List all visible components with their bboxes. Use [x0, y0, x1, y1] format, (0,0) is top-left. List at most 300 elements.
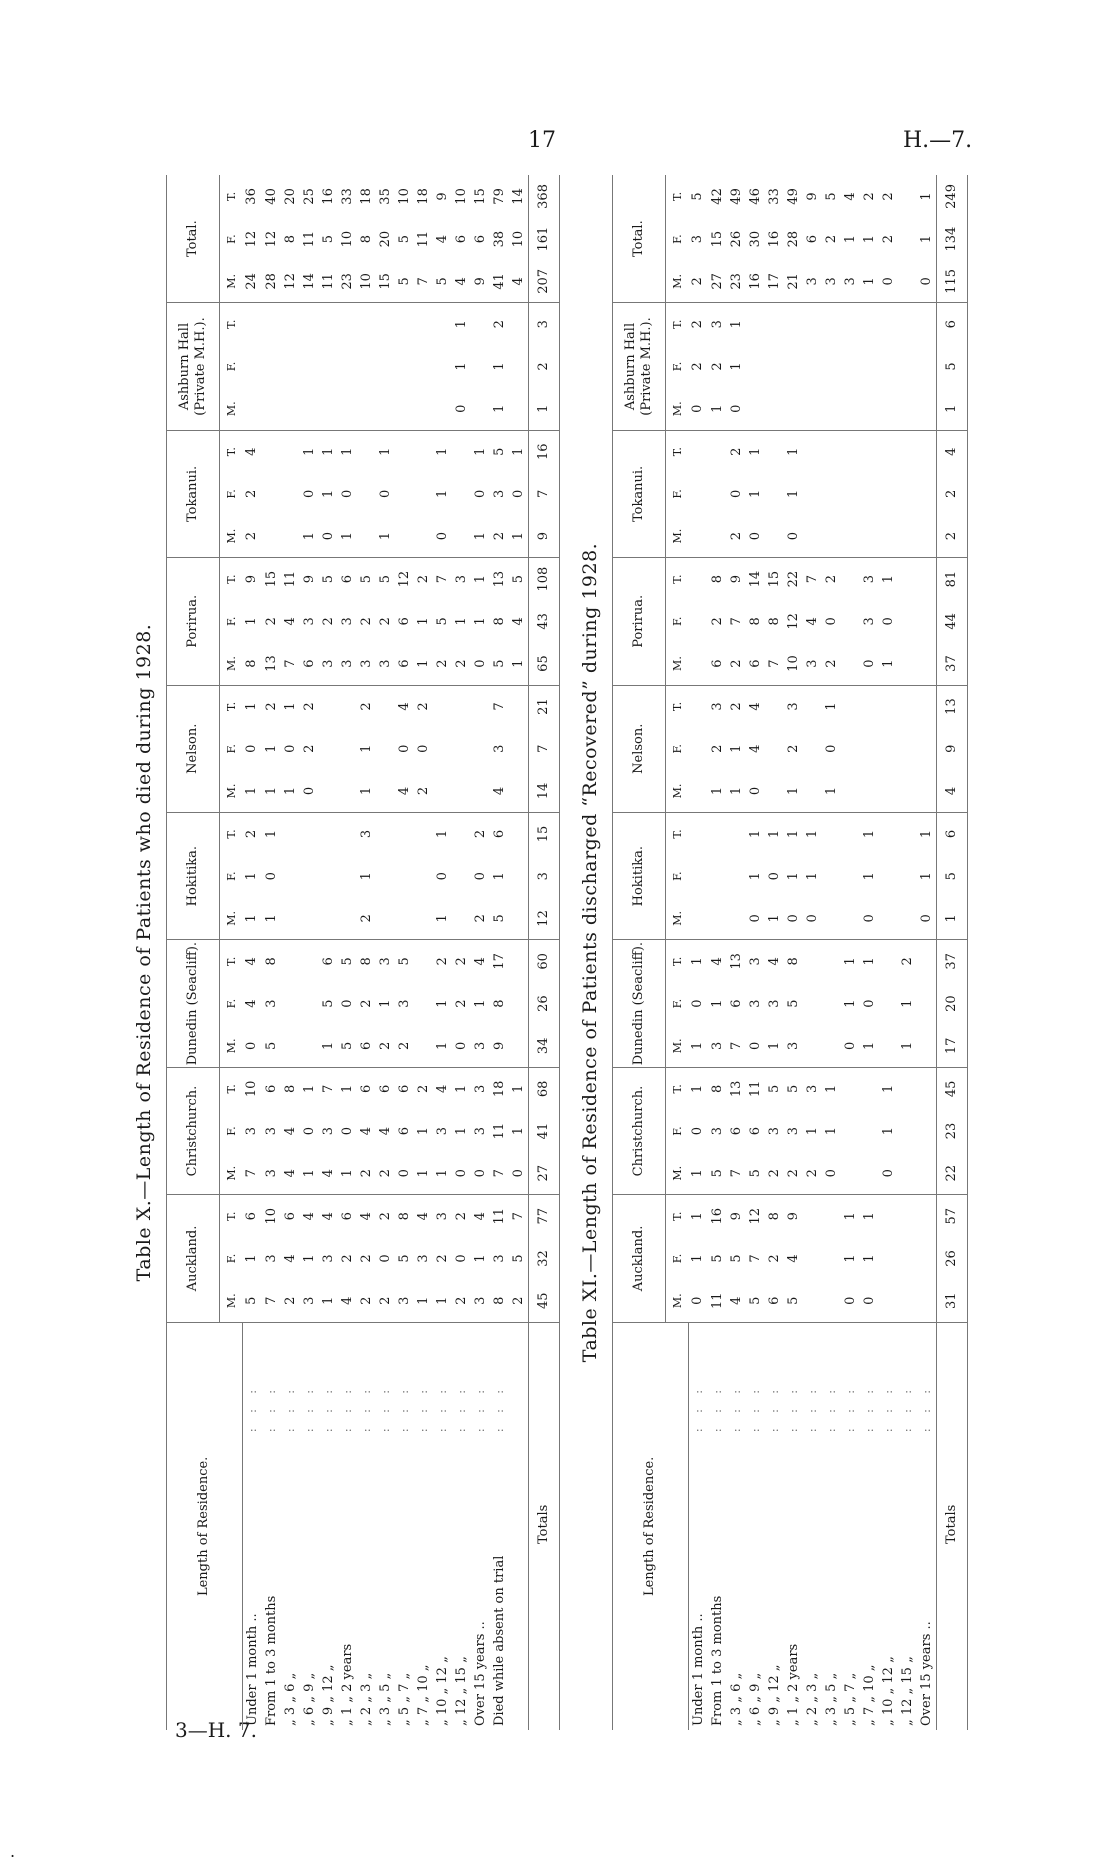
- row-label: „ 5 „ 7 „: [842, 1672, 858, 1726]
- table-row: [414, 175, 433, 1730]
- table-cell: 10: [784, 643, 803, 685]
- table-cell: [433, 388, 452, 430]
- table-cell: [338, 303, 357, 345]
- table-cell: 4: [282, 1126, 298, 1136]
- table-cell: [281, 855, 300, 897]
- table-cell: 0: [746, 770, 765, 812]
- table-cell: [860, 345, 879, 387]
- table-cell: 2: [377, 1212, 393, 1221]
- total-cell: 32: [528, 1237, 559, 1279]
- table-cell: 23: [727, 260, 746, 302]
- table-cell: 1: [861, 957, 877, 966]
- table-cell: [822, 855, 841, 897]
- table-cell: [376, 897, 395, 939]
- table-cell: 0: [395, 1152, 414, 1194]
- table-cell: 1: [861, 1254, 877, 1263]
- table-cell: 1: [785, 829, 801, 839]
- leader-dots: [509, 1322, 529, 1493]
- table-cell: 1: [804, 1126, 820, 1136]
- table-cell: [879, 345, 898, 387]
- table-cell: [803, 1237, 822, 1279]
- table-cell: 1: [433, 1152, 452, 1194]
- total-cell: 161: [528, 218, 559, 260]
- table-cell: 2: [263, 702, 279, 711]
- table-cell: 1: [453, 1084, 469, 1093]
- table-cell: [841, 685, 860, 728]
- table-cell: 2: [766, 1254, 782, 1263]
- table-row: [708, 175, 727, 1730]
- table-cell: 8: [396, 1212, 412, 1221]
- table-cell: 6: [396, 617, 412, 626]
- subcolumn-header: T.: [224, 956, 238, 966]
- subcolumn-header: F.: [670, 489, 684, 499]
- row-label: Over 15 years ..: [918, 1621, 934, 1726]
- table-cell: 0: [746, 897, 765, 939]
- table-cell: 5: [709, 1254, 725, 1263]
- table-cell: 49: [728, 188, 744, 205]
- table-cell: [860, 770, 879, 812]
- table-cell: 8: [709, 574, 725, 584]
- table-cell: 1: [688, 1152, 708, 1194]
- table-cell: [841, 430, 860, 472]
- table-cell: 3: [822, 260, 841, 302]
- table-cell: [414, 855, 433, 897]
- table-cell: [376, 728, 395, 770]
- table-cell: 5: [690, 192, 706, 201]
- row-label: „ 12 „ 15 „: [899, 1656, 915, 1726]
- table-cell: 1: [377, 447, 393, 456]
- table-cell: [319, 728, 338, 770]
- table-cell: 5: [785, 999, 801, 1008]
- table-row: [917, 175, 937, 1730]
- table-cell: [262, 473, 281, 515]
- table-cell: [414, 430, 433, 472]
- table-row: [898, 175, 917, 1730]
- table-cell: 12: [244, 230, 260, 248]
- table-cell: 17: [765, 260, 784, 302]
- table-cell: [338, 685, 357, 728]
- table-cell: [784, 388, 803, 430]
- table-cell: 6: [395, 643, 414, 685]
- table-cell: [376, 685, 395, 728]
- table-cell: [898, 770, 917, 812]
- table-cell: 1: [842, 1212, 858, 1221]
- table-cell: [376, 770, 395, 812]
- table-cell: [338, 897, 357, 939]
- table-cell: 1: [823, 702, 839, 711]
- table-cell: [822, 812, 841, 854]
- table-cell: 1: [242, 897, 262, 939]
- table-cell: 0: [841, 1280, 860, 1322]
- table-cell: 7: [490, 1152, 509, 1194]
- table-cell: 0: [766, 872, 782, 881]
- table-cell: [338, 345, 357, 387]
- leader-dots: : : :: [805, 1383, 819, 1433]
- subcolumn-header: F.: [224, 1126, 238, 1136]
- table-cell: 6: [377, 1084, 393, 1093]
- table-cell: 1: [491, 872, 507, 881]
- table-cell: 3: [339, 617, 355, 626]
- table-cell: [746, 345, 765, 387]
- table-cell: [509, 685, 529, 728]
- table-cell: 5: [395, 260, 414, 302]
- leader-dots: : : :: [245, 1383, 259, 1433]
- length-of-residence-header: Length of Residence.: [613, 1322, 689, 1730]
- table-cell: 10: [396, 188, 412, 205]
- table-cell: 3: [395, 1280, 414, 1322]
- table-cell: [746, 388, 765, 430]
- table-cell: 7: [747, 1254, 763, 1263]
- table-cell: [879, 982, 898, 1024]
- table-cell: 2: [263, 617, 279, 626]
- table-cell: 6: [491, 829, 507, 839]
- table-cell: [300, 303, 319, 345]
- table-cell: 36: [244, 188, 260, 205]
- table-cell: 0: [690, 999, 706, 1008]
- table-cell: 3: [453, 574, 469, 584]
- row-label: „ 3 „ 5 „: [823, 1672, 839, 1726]
- table-cell: [262, 303, 281, 345]
- total-cell: 37: [936, 940, 967, 983]
- table-cell: [841, 473, 860, 515]
- table-cell: 5: [338, 1025, 357, 1067]
- table-cell: 1: [244, 702, 260, 711]
- total-cell: 23: [936, 1110, 967, 1152]
- table-cell: [414, 515, 433, 557]
- table-cell: 1: [262, 770, 281, 812]
- table-cell: [917, 600, 937, 642]
- table-cell: [898, 515, 917, 557]
- row-label: Under 1 month ..: [690, 1613, 706, 1726]
- table-cell: [803, 770, 822, 812]
- table-cell: 5: [242, 1280, 262, 1322]
- row-label: „ 3 „ 6 „: [282, 1672, 298, 1726]
- total-cell: 14: [528, 770, 559, 812]
- table-cell: 3: [803, 260, 822, 302]
- row-label: Died while absent on trial: [491, 1555, 507, 1726]
- subcolumn-header: F.: [224, 871, 238, 881]
- table-cell: 7: [727, 1025, 746, 1067]
- table-cell: 5: [433, 260, 452, 302]
- table-cell: [688, 685, 708, 728]
- table-cell: [822, 303, 841, 345]
- table-cell: 5: [766, 1084, 782, 1093]
- table-cell: 3: [708, 1025, 727, 1067]
- table-cell: [860, 1110, 879, 1152]
- table-cell: 1: [823, 1126, 839, 1136]
- table-cell: [338, 388, 357, 430]
- table-cell: 1: [708, 388, 727, 430]
- table-cell: 2: [823, 234, 839, 244]
- table-cell: 14: [510, 188, 526, 205]
- table-cell: [860, 515, 879, 557]
- table-cell: [509, 940, 529, 983]
- table-cell: 25: [301, 188, 317, 205]
- table-cell: 1: [690, 1212, 706, 1221]
- table-cell: 1: [358, 872, 374, 881]
- table-cell: [917, 303, 937, 345]
- table-cell: 0: [471, 1152, 490, 1194]
- total-cell: 115: [936, 260, 967, 302]
- table-cell: 1: [765, 1025, 784, 1067]
- table-row: [319, 175, 338, 1730]
- table-cell: 5: [510, 1254, 526, 1263]
- subcolumn-header: T.: [224, 829, 238, 839]
- table-cell: [471, 685, 490, 728]
- column-group-christchurch: Christchurch.: [613, 1067, 666, 1194]
- subcolumn-header: F.: [224, 744, 238, 754]
- table-cell: [281, 1025, 300, 1067]
- total-cell: 7: [528, 473, 559, 515]
- total-cell: 13: [936, 685, 967, 728]
- table-cell: 8: [490, 1280, 509, 1322]
- table-cell: [262, 515, 281, 557]
- table-cell: 0: [510, 489, 526, 499]
- table-cell: 5: [377, 574, 393, 584]
- running-head: H.—7.: [903, 128, 973, 153]
- table-cell: 1: [880, 1126, 896, 1136]
- table-cell: [433, 345, 452, 387]
- subcolumn-header: F.: [224, 998, 238, 1009]
- length-of-residence-header: Length of Residence.: [167, 1322, 243, 1730]
- row-label: „ 7 „ 10 „: [415, 1664, 431, 1726]
- subcolumn-header: M.: [220, 1025, 243, 1067]
- stray-mark: .: [10, 1842, 16, 1861]
- row-label: From 1 to 3 months: [709, 1595, 725, 1726]
- table-cell: 6: [728, 1126, 744, 1136]
- table-cell: [860, 1067, 879, 1109]
- table-cell: 1: [300, 1152, 319, 1194]
- table-cell: 1: [510, 1126, 526, 1136]
- table-cell: 2: [728, 447, 744, 456]
- table-cell: 12: [747, 1207, 763, 1225]
- subcolumn-header: M.: [666, 388, 689, 430]
- table-cell: [822, 515, 841, 557]
- table-row: [262, 175, 281, 1730]
- table-cell: [414, 897, 433, 939]
- subcolumn-header: T.: [224, 447, 238, 457]
- leader-dots: : : :: [397, 1383, 411, 1433]
- table-cell: 4: [766, 957, 782, 966]
- table-cell: [898, 1110, 917, 1152]
- table-cell: 3: [396, 999, 412, 1008]
- total-cell: 20: [936, 982, 967, 1024]
- table-cell: [841, 600, 860, 642]
- table-cell: [688, 558, 708, 600]
- table-cell: [509, 812, 529, 854]
- table-cell: 0: [339, 489, 355, 499]
- table-cell: [841, 728, 860, 770]
- table-x: [122, 175, 551, 1730]
- table-cell: 11: [319, 260, 338, 302]
- table-cell: 4: [415, 1212, 431, 1221]
- table-cell: 1: [510, 1084, 526, 1093]
- table-cell: 3: [785, 1126, 801, 1136]
- table-cell: 1: [708, 770, 727, 812]
- totals-label: Totals: [936, 1322, 967, 1730]
- table-cell: 1: [766, 829, 782, 839]
- table-cell: [471, 388, 490, 430]
- table-cell: 3: [434, 1212, 450, 1221]
- subcolumn-header: M.: [220, 1152, 243, 1194]
- table-cell: 8: [766, 1212, 782, 1221]
- table-cell: 1: [433, 1280, 452, 1322]
- table-cell: 3: [319, 643, 338, 685]
- table-cell: 7: [262, 1280, 281, 1322]
- table-cell: 5: [708, 1152, 727, 1194]
- table-cell: [281, 940, 300, 983]
- table-cell: 1: [263, 744, 279, 753]
- table-cell: 0: [917, 897, 937, 939]
- table-cell: 0: [472, 489, 488, 499]
- total-cell: 26: [528, 982, 559, 1024]
- table-cell: 7: [281, 643, 300, 685]
- table-cell: 2: [320, 617, 336, 626]
- table-cell: [708, 515, 727, 557]
- table-cell: 1: [434, 829, 450, 839]
- table-cell: 1: [339, 1084, 355, 1093]
- subcolumn-header: T.: [670, 701, 684, 712]
- table-cell: 0: [841, 1025, 860, 1067]
- table-cell: 0: [509, 1152, 529, 1194]
- table-cell: 10: [244, 1080, 260, 1098]
- table-cell: 1: [747, 829, 763, 839]
- table-cell: 2: [395, 1025, 414, 1067]
- row-label: „ 10 „ 12 „: [434, 1656, 450, 1726]
- table-cell: 2: [339, 1254, 355, 1263]
- table-cell: 2: [709, 362, 725, 371]
- table-cell: [803, 982, 822, 1024]
- table-cell: [376, 855, 395, 897]
- table-cell: 4: [842, 192, 858, 201]
- table-cell: 11: [301, 230, 317, 248]
- table-cell: 6: [746, 643, 765, 685]
- table-cell: 11: [747, 1080, 763, 1098]
- table-row: [281, 175, 300, 1730]
- table-cell: [898, 388, 917, 430]
- table-row: [395, 175, 414, 1730]
- table-cell: 1: [358, 744, 374, 753]
- table-cell: 13: [728, 1080, 744, 1098]
- table-cell: 0: [319, 515, 338, 557]
- table-cell: 4: [785, 1254, 801, 1263]
- table-cell: [898, 1280, 917, 1322]
- table-cell: [803, 685, 822, 728]
- row-label: „ 9 „ 12 „: [320, 1664, 336, 1726]
- total-cell: 108: [528, 558, 559, 600]
- table-cell: 4: [319, 1152, 338, 1194]
- table-cell: 0: [879, 1152, 898, 1194]
- table-cell: 1: [453, 320, 469, 329]
- leader-dots: : : :: [435, 1383, 449, 1433]
- table-cell: [319, 388, 338, 430]
- table-cell: 2: [785, 744, 801, 753]
- table-cell: 1: [282, 702, 298, 711]
- table-cell: [841, 388, 860, 430]
- table-cell: 14: [747, 570, 763, 588]
- table-cell: [898, 1195, 917, 1238]
- table-cell: 4: [434, 1084, 450, 1093]
- subcolumn-header: T.: [224, 701, 238, 712]
- subcolumn-header: M.: [220, 770, 243, 812]
- table-cell: 0: [860, 1280, 879, 1322]
- leader-dots: : : :: [881, 1383, 895, 1433]
- table-cell: [765, 473, 784, 515]
- table-cell: 1: [861, 872, 877, 881]
- table-cell: 13: [262, 643, 281, 685]
- table-cell: 1: [918, 829, 934, 839]
- table-cell: 0: [396, 744, 412, 753]
- total-cell: 249: [936, 175, 967, 218]
- table-cell: 8: [709, 1084, 725, 1093]
- table-cell: [822, 940, 841, 983]
- subcolumn-header: M.: [666, 1152, 689, 1194]
- table-cell: 5: [746, 1280, 765, 1322]
- table-cell: [281, 473, 300, 515]
- table-cell: 8: [785, 957, 801, 966]
- table-cell: [803, 1280, 822, 1322]
- table-cell: [281, 430, 300, 472]
- table-cell: 4: [452, 260, 471, 302]
- table-cell: 3: [301, 617, 317, 626]
- subcolumn-header: F.: [224, 1253, 238, 1264]
- total-cell: 68: [528, 1067, 559, 1109]
- table-cell: 10: [339, 230, 355, 248]
- table-cell: 1: [842, 234, 858, 244]
- table-cell: 2: [861, 192, 877, 201]
- table-cell: 4: [282, 617, 298, 626]
- table-cell: [841, 643, 860, 685]
- table-cell: 0: [263, 872, 279, 881]
- table-cell: [281, 897, 300, 939]
- total-cell: 41: [528, 1110, 559, 1152]
- table-cell: 1: [376, 515, 395, 557]
- table-cell: 1: [242, 770, 262, 812]
- table-cell: 4: [281, 1152, 300, 1194]
- table-cell: [319, 345, 338, 387]
- table-cell: 1: [690, 957, 706, 966]
- table-cell: [338, 728, 357, 770]
- table-cell: 1: [453, 1126, 469, 1136]
- table-cell: 4: [377, 1126, 393, 1136]
- table-cell: 1: [434, 447, 450, 456]
- table-cell: 4: [747, 744, 763, 753]
- table-cell: 2: [823, 574, 839, 584]
- total-cell: 26: [936, 1237, 967, 1279]
- table-cell: 1: [918, 192, 934, 201]
- table-cell: [395, 812, 414, 854]
- table-cell: [242, 345, 262, 387]
- column-group-ashburn-hall-private-m-h: Ashburn Hall (Private M.H.).: [167, 303, 220, 430]
- table-cell: 2: [376, 1152, 395, 1194]
- table-cell: [414, 303, 433, 345]
- table-cell: 16: [766, 230, 782, 248]
- table-cell: 1: [414, 1280, 433, 1322]
- table-cell: 4: [244, 957, 260, 966]
- total-cell: 1: [936, 388, 967, 430]
- table-cell: 1: [434, 999, 450, 1008]
- total-cell: 37: [936, 643, 967, 685]
- table-cell: [357, 345, 376, 387]
- table-cell: 1: [728, 362, 744, 371]
- table-cell: 3: [263, 1126, 279, 1136]
- total-cell: 6: [936, 303, 967, 345]
- table-cell: 18: [415, 188, 431, 205]
- table-cell: 15: [472, 188, 488, 205]
- table-cell: [281, 345, 300, 387]
- table-cell: 3: [300, 1280, 319, 1322]
- table-cell: 1: [918, 234, 934, 244]
